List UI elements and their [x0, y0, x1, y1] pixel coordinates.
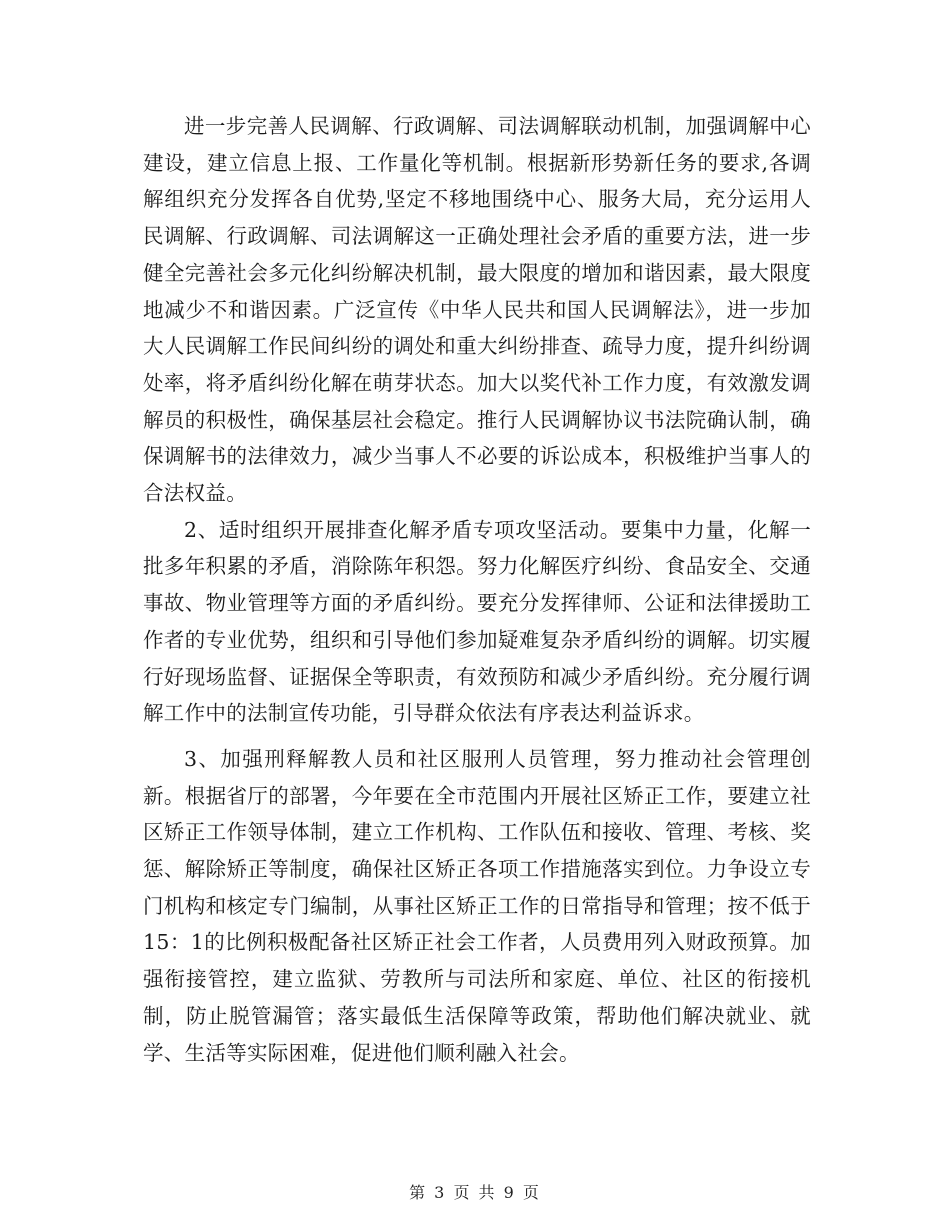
document-body	[143, 108, 811, 1071]
page-number-footer: 第 3 页 共 9 页	[409, 1183, 541, 1202]
paragraph-2: 2、适时组织开展排查化解矛盾专项攻坚活动。要集中力量，化解一批多年积累的矛盾，消除陈年积怨。努力化解医疗纠纷、食品安全、交通事故、物业管理等方面的矛盾纠纷。要充分发挥律师、公证和法律援助工作者的专业优势，组织和引导他们参加疑难复杂矛盾纠纷的调解。切实履行好现场监督、证据保全等职责，有效预防和减少矛盾纠纷。充分履行调解工作中的法制宣传功能，引导群众依法有序表达利益诉求。	[143, 517, 811, 726]
paragraph-3: 3、加强刑释解教人员和社区服刑人员管理，努力推动社会管理创新。根据省厅的部署，今年要在全市范围内开展社区矫正工作，要建立社区矫正工作领导体制，建立工作机构、工作队伍和接收、管理、考核、奖惩、解除矫正等制度，确保社区矫正各项工作措施落实到位。力争设立专门机构和核定专门编制，从事社区矫正工作的日常指导和管理；按不低于15：1的比例积极配备社区矫正社会工作者，人员费用列入财政预算。加强衔接管控，建立监狱、劳教所与司法所和家庭、单位、社区的衔接机制，防止脱管漏管；落实最低生活保障等政策，帮助他们解决就业、就学、生活等实际困难，促进他们顺利融入社会。	[143, 746, 811, 1065]
paragraph-1: 进一步完善人民调解、行政调解、司法调解联动机制，加强调解中心建设，建立信息上报、工作量化等机制。根据新形势新任务的要求,各调解组织充分发挥各自优势,坚定不移地围绕中心、服务大局，充分运用人民调解、行政调解、司法调解这一正确处理社会矛盾的重要方法，进一步健全完善社会多元化纠纷解决机制，最大限度的增加和谐因素，最大限度地减少不和谐因素。广泛宣传《中华人民共和国人民调解法》，进一步加大人民调解工作民间纠纷的调处和重大纠纷排查、疏导力度，提升纠纷调处率，将矛盾纠纷化解在萌芽状态。加大以奖代补工作力度，有效激发调解员的积极性，确保基层社会稳定。推行人民调解协议书法院确认制，确保调解书的法律效力，减少当事人不必要的诉讼成本，积极维护当事人的合法权益。	[143, 114, 811, 506]
